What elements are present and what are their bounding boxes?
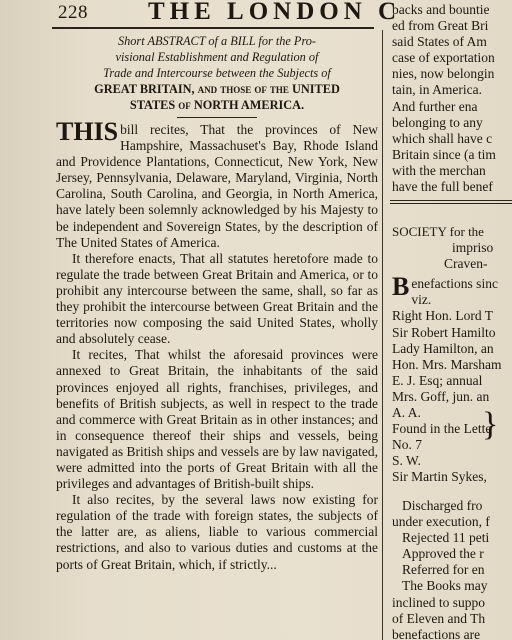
text-line: which shall have c — [392, 130, 493, 146]
article-title-line: GREAT BRITAIN, and those of the UNITED — [94, 82, 340, 96]
society-heading-line: Craven- — [444, 256, 488, 272]
page-number: 228 — [58, 2, 88, 23]
main-column — [56, 33, 378, 573]
column-divider — [382, 30, 383, 640]
discharged-notice — [392, 498, 490, 640]
text-line: E. J. Esq; annual — [392, 372, 483, 388]
dropcap-letter: THIS — [56, 117, 119, 146]
article-paragraph: It recites, That whilst the aforesaid provinces were annexed to Great Britain, the inhabitants of the said provinces enjoyed all rights, franchises, privileges, and benefits of British subjects, as well in respect to the trade and commerce with Great Britain as in other instances; and in consequence thereof their ships and vessels, being navigated as British ships and vessels are by law navigated, were admitted into the ports of Great Britain with all the privileges and advantages of British-built ships. — [56, 347, 378, 492]
society-notice — [392, 224, 502, 486]
text-line: Referred for en — [402, 562, 485, 578]
article-title — [56, 33, 378, 113]
text-line: backs and bountie — [392, 2, 490, 17]
article-paragraph: It therefore enacts, That all statutes heretofore made to regulate the trade between Great Britain and America, or to prohibit any intercourse between the same, shall, so far as they prohibit the intercourse between Great Britain and the territories now composing the said United States, wholly and absolutely cease. — [56, 250, 378, 347]
text-line: A. A. — [392, 405, 421, 421]
article-title-line: STATES of NORTH AMERICA. — [129, 98, 305, 112]
text-line: Britain since (a tim — [392, 146, 496, 162]
text-line: tain, in America. — [392, 82, 482, 98]
text-line: Sir Robert Hamilto — [392, 324, 496, 340]
text-line: Lady Hamilton, an — [392, 340, 494, 356]
text-line: Approved the r — [402, 546, 484, 562]
text-line: Hon. Mrs. Marsham — [392, 356, 502, 372]
dropcap-letter: B — [392, 272, 410, 302]
text-line: belonging to any — [392, 114, 483, 130]
text-line: Found in the Lette — [392, 421, 492, 437]
article-paragraph: THIS bill recites, That the provinces of New Hampshire, Massachuset's Bay, Rhode Island and Providence Plantations, Connecticut, New York, New Jersey, Pennsylvania, Delaware, Maryland, Virginia, North Carolina, South Carolina, and Georgia, in North America, have lately been solemnly acknowledged by his Majesty to be independent and Sovereign States, by the description of The United States of America. — [56, 117, 378, 250]
title-rule — [177, 117, 257, 118]
masthead: THE LONDON C — [148, 0, 402, 25]
section-rule — [390, 203, 512, 204]
text-line: case of exportation — [392, 50, 495, 66]
article-paragraph: It also recites, by the several laws now existing for regulation of the trade with foreign states, the subjects of the latter are, as aliens, liable to various commercial restrictions, and also to various duties and customs at the ports of Great Britain, which, if strictly... — [56, 492, 378, 572]
text-line: said States of Am — [392, 34, 487, 50]
text-line: Mrs. Goff, jun. an — [392, 388, 490, 404]
text-line: No. 7 — [392, 437, 422, 453]
text-line: Discharged fro — [402, 498, 483, 513]
article-title-line: Short ABSTRACT of a BILL for the Pro- — [117, 34, 317, 48]
text-line: inclined to suppo — [392, 594, 485, 610]
text-line: have the full benef — [392, 179, 493, 195]
article-title-line: Trade and Intercourse between the Subjects of — [103, 66, 331, 80]
society-heading: SOCIETY for the — [392, 224, 484, 239]
text-line: The Books may — [402, 578, 488, 594]
article-title-line: visional Establishment and Regulation of — [115, 50, 319, 64]
section-rule — [390, 200, 512, 201]
text-line: with the merchan — [392, 162, 486, 178]
text-line: Rejected 11 peti — [402, 530, 490, 546]
brace-glyph: } — [482, 406, 499, 443]
text-line: viz. — [411, 292, 432, 308]
right-column — [388, 0, 512, 640]
text-line: benefactions are — [392, 626, 481, 640]
society-heading-line: impriso — [452, 240, 494, 256]
text-line: ed from Great Bri — [392, 18, 489, 34]
text-line: under execution, f — [392, 514, 490, 530]
text-line: S. W. — [392, 453, 421, 469]
header-rule — [52, 27, 374, 29]
text-line: Right Hon. Lord T — [392, 308, 493, 324]
text-line: And further ena — [392, 98, 478, 114]
text-line: of Eleven and Th — [392, 610, 486, 626]
right-column-block-continued-text — [392, 2, 496, 195]
text-line: Sir Martin Sykes, — [392, 469, 487, 485]
text-line: enefactions sinc — [411, 276, 498, 292]
text-line: nies, now belongin — [392, 66, 495, 82]
